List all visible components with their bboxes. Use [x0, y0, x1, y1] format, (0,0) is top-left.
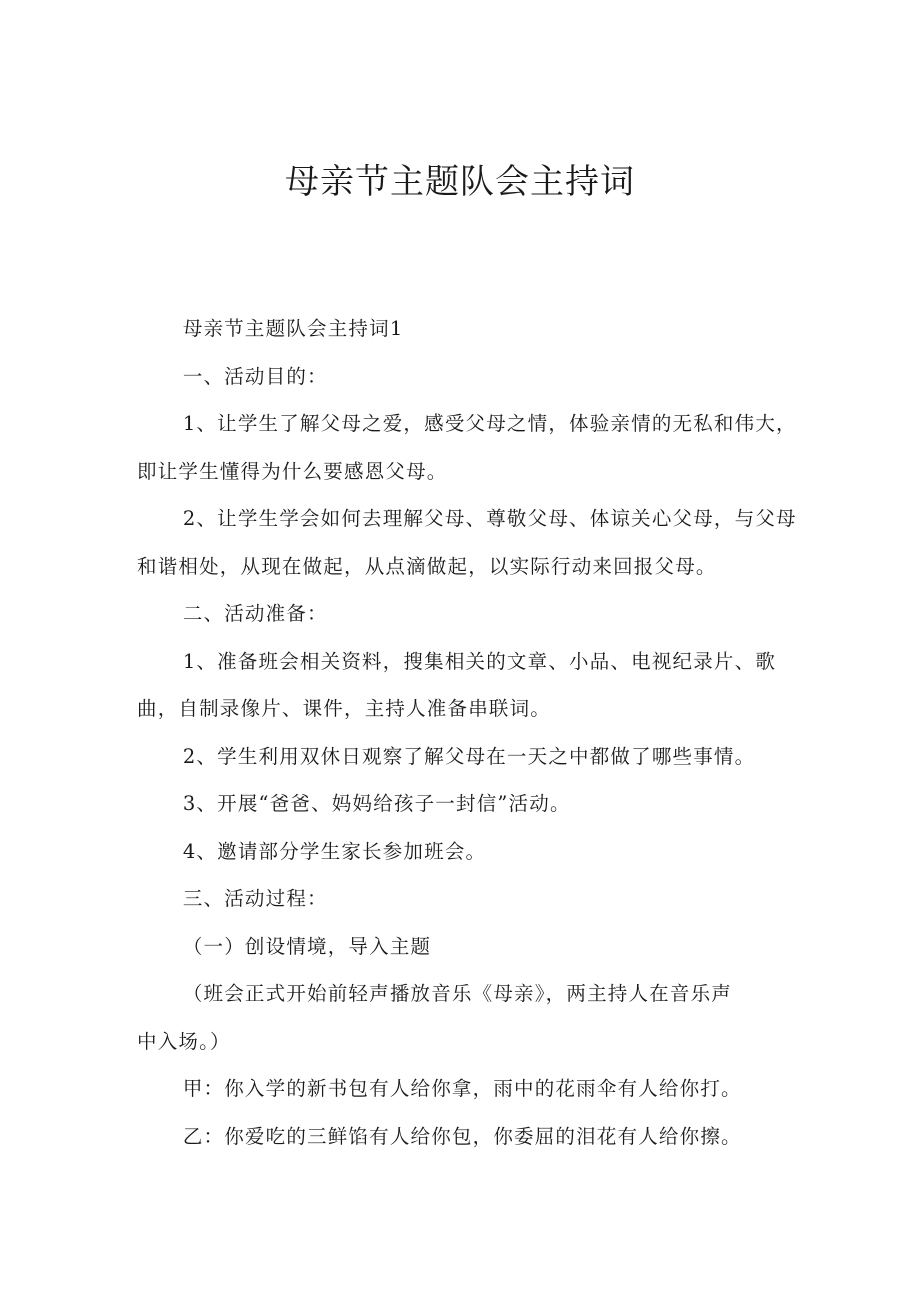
purpose-item-1-cont: 即让学生懂得为什么要感恩父母。	[137, 459, 448, 483]
preparation-item-1-cont: 曲，自制录像片、课件，主持人准备串联词。	[137, 697, 552, 720]
process-step-1: （一）创设情境，导入主题	[182, 934, 432, 958]
purpose-item-1: 1、让学生了解父母之爱，感受父母之情，体验亲情的无私和伟大，	[182, 412, 797, 435]
stage-direction-cont: 中入场。）	[137, 1029, 231, 1053]
preparation-item-1: 1、准备班会相关资料，搜集相关的文章、小品、电视纪录片、歌	[182, 649, 777, 673]
preparation-item-3: 3、开展“爸爸、妈妈给孩子一封信”活动。	[182, 792, 571, 815]
preparation-item-4: 4、邀请部分学生家长参加班会。	[182, 839, 487, 863]
section-heading-1: 母亲节主题队会主持词1	[182, 317, 404, 340]
purpose-item-2-cont: 和谐相处，从现在做起，从点滴做起，以实际行动来回报父母。	[137, 554, 717, 578]
host-b-line: 乙：你爱吃的三鲜馅有人给你包，你委屈的泪花有人给你擦。	[182, 1124, 742, 1148]
document-body	[137, 305, 797, 1160]
heading-activity-process: 三、活动过程：	[182, 887, 328, 910]
heading-activity-preparation: 二、活动准备：	[182, 602, 328, 625]
stage-direction: （班会正式开始前轻声播放音乐《母亲》，两主持人在音乐声	[182, 982, 732, 1005]
purpose-item-2: 2、让学生学会如何去理解父母、尊敬父母、体谅关心父母，与父母	[182, 507, 797, 530]
host-a-line: 甲：你入学的新书包有人给你拿，雨中的花雨伞有人给你打。	[182, 1077, 742, 1100]
preparation-item-2: 2、学生利用双休日观察了解父母在一天之中都做了哪些事情。	[182, 744, 756, 768]
document-title: 母亲节主题队会主持词	[285, 162, 635, 202]
heading-activity-purpose: 一、活动目的：	[182, 364, 328, 388]
